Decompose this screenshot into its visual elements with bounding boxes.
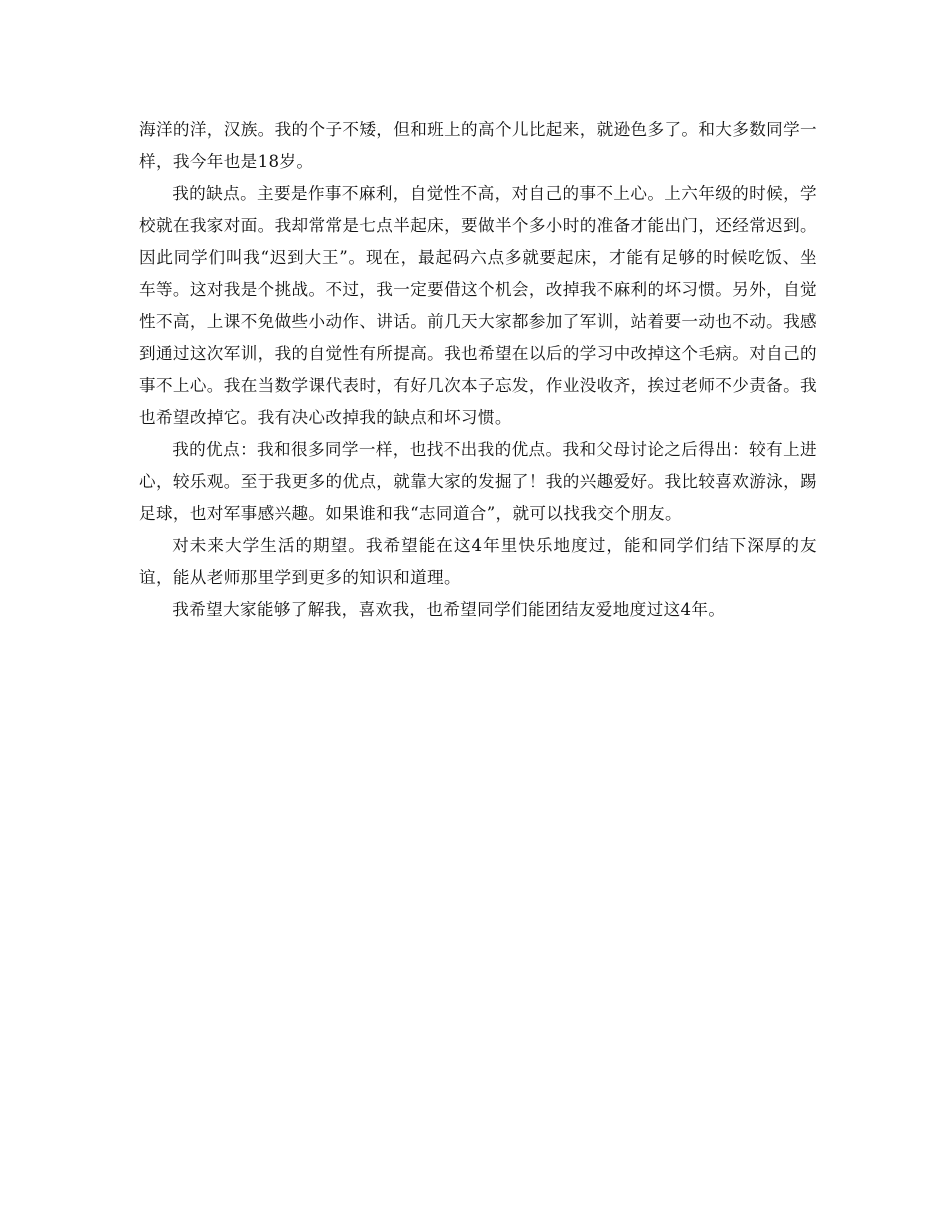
document-body (139, 114, 817, 626)
paragraph-shortcomings: 我的缺点。主要是作事不麻利，自觉性不高，对自己的事不上心。上六年级的时候，学校就在我家对面。我却常常是七点半起床，要做半个多小时的准备才能出门，还经常迟到。因此同学们叫我“迟到大王”。现在，最起码六点多就要起床，才能有足够的时候吃饭、坐车等。这对我是个挑战。不过，我一定要借这个机会，改掉我不麻利的坏习惯。另外，自觉性不高，上课不免做些小动作、讲话。前几天大家都参加了军训，站着要一动也不动。我感到通过这次军训，我的自觉性有所提高。我也希望在以后的学习中改掉这个毛病。对自己的事不上心。我在当数学课代表时，有好几次本子忘发，作业没收齐，挨过老师不少责备。我也希望改掉它。我有决心改掉我的缺点和坏习惯。 (139, 184, 817, 427)
paragraph-continued: 海洋的洋，汉族。我的个子不矮，但和班上的高个儿比起来，就逊色多了。和大多数同学一样，我今年也是18岁。 (139, 120, 817, 171)
paragraph-expectations: 对未来大学生活的期望。我希望能在这4年里快乐地度过，能和同学们结下深厚的友谊，能从老师那里学到更多的知识和道理。 (139, 536, 817, 587)
paragraph-strengths: 我的优点：我和很多同学一样，也找不出我的优点。我和父母讨论之后得出：较有上进心，较乐观。至于我更多的优点，就靠大家的发掘了！我的兴趣爱好。我比较喜欢游泳，踢足球，也对军事感兴趣。如果谁和我“志同道合”，就可以找我交个朋友。 (139, 440, 817, 523)
paragraph-closing: 我希望大家能够了解我，喜欢我，也希望同学们能团结友爱地度过这4年。 (172, 600, 726, 619)
